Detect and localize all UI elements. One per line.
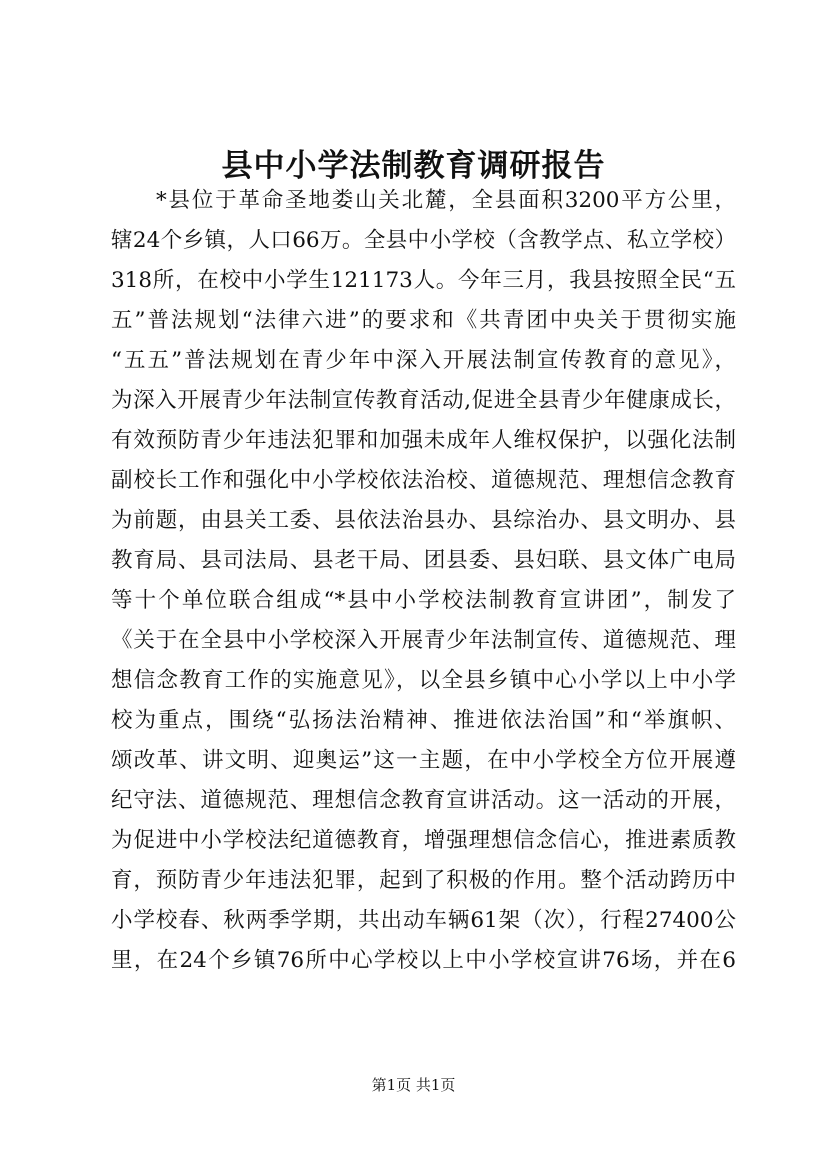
paragraph-line: 育，预防青少年违法犯罪，起到了积极的作用。整个活动跨历中 — [111, 868, 736, 893]
paragraph-line: 纪守法、道德规范、理想信念教育宣讲活动。这一活动的开展， — [111, 788, 736, 813]
paragraph-line: 副校长工作和强化中小学校依法治校、道德规范、理想信念教育 — [111, 468, 736, 493]
paragraph-line: 五”普法规划“法律六进”的要求和《共青团中央关于贯彻实施 — [111, 308, 736, 333]
paragraph-line: 为促进中小学校法纪道德教育，增强理想信念信心，推进素质教 — [111, 828, 736, 853]
paragraph-line: 有效预防青少年违法犯罪和加强未成年人维权保护，以强化法制 — [111, 428, 736, 453]
paragraph-line: 里，在24个乡镇76所中心学校以上中小学校宣讲76场，并在6 — [111, 948, 736, 973]
paragraph-line: 教育局、县司法局、县老干局、团县委、县妇联、县文体广电局 — [111, 548, 736, 573]
page-number: 第1页 共1页 — [371, 1076, 456, 1094]
paragraph-line: 辖24个乡镇，人口66万。全县中小学校（含教学点、私立学校） — [111, 228, 736, 253]
paragraph-line: 等十个单位联合组成“*县中小学校法制教育宣讲团”，制发了 — [111, 588, 736, 613]
paragraph-line: 《关于在全县中小学校深入开展青少年法制宣传、道德规范、理 — [111, 628, 736, 653]
document-title: 县中小学法制教育调研报告 — [221, 148, 606, 184]
paragraph-line: 318所，在校中小学生121173人。今年三月，我县按照全民“五 — [111, 268, 736, 293]
paragraph-line: *县位于革命圣地娄山关北麓，全县面积3200平方公里， — [156, 188, 736, 213]
paragraph-line: 为深入开展青少年法制宣传教育活动,促进全县青少年健康成长， — [111, 388, 736, 413]
paragraph-line: 颂改革、讲文明、迎奥运”这一主题，在中小学校全方位开展遵 — [111, 748, 736, 773]
paragraph-line: 为前题，由县关工委、县依法治县办、县综治办、县文明办、县 — [111, 508, 736, 533]
paragraph-line: 校为重点，围绕“弘扬法治精神、推进依法治国”和“举旗帜、 — [111, 708, 736, 733]
paragraph-line: “五五”普法规划在青少年中深入开展法制宣传教育的意见》， — [111, 348, 736, 373]
paragraph-line: 想信念教育工作的实施意见》，以全县乡镇中心小学以上中小学 — [111, 668, 736, 693]
paragraph-line: 小学校春、秋两季学期，共出动车辆61架（次），行程27400公 — [111, 908, 736, 933]
